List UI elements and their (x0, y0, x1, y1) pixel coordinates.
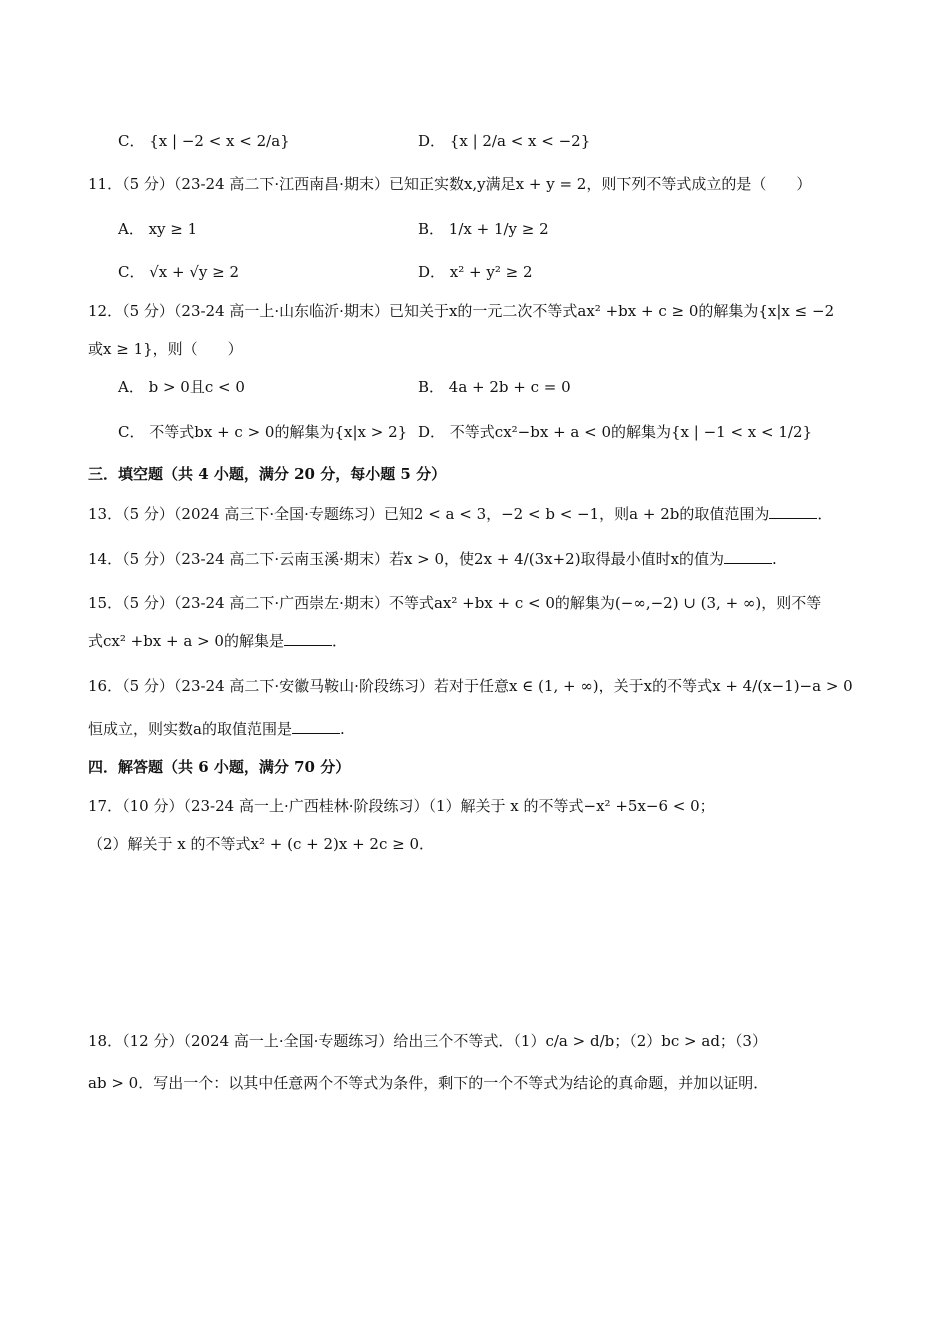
q11-option-c: C． √x + √y ≥ 2 (118, 263, 240, 281)
q11-option-d: D． x² + y² ≥ 2 (418, 263, 533, 281)
section-3-heading: 三．填空题（共 4 小题，满分 20 分，每小题 5 分） (88, 465, 447, 483)
q15-line2 (88, 630, 347, 652)
q10-option-c: C． {x | −2 < x < 2/a} (118, 132, 290, 150)
q12-option-b: B． 4a + 2b + c = 0 (418, 378, 571, 396)
q15-end: ． (331, 632, 347, 650)
answer-blank[interactable] (292, 719, 340, 734)
q10-option-d: D． {x | 2/a < x < −2} (418, 132, 591, 150)
q18-line2: ab > 0．写出一个：以其中任意两个不等式为条件，剩下的一个不等式为结论的真命题，并加以证明． (88, 1074, 769, 1092)
answer-blank[interactable] (284, 631, 332, 646)
q14-text: 14．（5 分）（23-24 高二下·云南玉溪·期末）若x > 0，使2x + 4/(3x+2)取得最小值时x的值为 (88, 550, 725, 568)
q12-option-a: A． b > 0且c < 0 (118, 378, 245, 396)
q13 (88, 503, 832, 525)
q12-option-c: C． 不等式bx + c > 0的解集为{x|x > 2} (118, 423, 408, 441)
section-4-heading: 四．解答题（共 6 小题，满分 70 分） (88, 758, 351, 776)
q14 (88, 548, 777, 570)
q12-option-d: D． 不等式cx²−bx + a < 0的解集为{x | −1 < x < 1/2} (418, 423, 813, 441)
q17-line1: 17．（10 分）（23-24 高一上·广西桂林·阶段练习）（1）解关于 x 的不等式−x² +5x−6 < 0； (88, 797, 715, 815)
q16-line2 (88, 718, 345, 740)
q15-text: 式cx² +bx + a > 0的解集是 (88, 632, 284, 650)
q15-line1: 15．（5 分）（23-24 高二下·广西崇左·期末）不等式ax² +bx + c < 0的解集为(−∞,−2) ∪ (3, + ∞)，则不等 (88, 594, 822, 612)
q18-line1: 18．（12 分）（2024 高一上·全国·专题练习）给出三个不等式．（1）c/a > d/b；（2）bc > ad；（3） (88, 1032, 767, 1050)
q11-option-a: A． xy ≥ 1 (118, 220, 198, 238)
q11-option-b: B． 1/x + 1/y ≥ 2 (418, 220, 549, 238)
q12-stem-line2: 或x ≥ 1}，则（ ） (88, 340, 243, 358)
q14-end: . (772, 550, 777, 568)
q16-text: 恒成立，则实数a的取值范围是 (88, 720, 292, 738)
q16-end: . (339, 720, 345, 738)
q17-line2: （2）解关于 x 的不等式x² + (c + 2)x + 2c ≥ 0． (88, 835, 435, 853)
q13-end: ． (817, 505, 833, 523)
q13-text: 13．（5 分）（2024 高三下·全国·专题练习）已知2 < a < 3，−2 < b < −1，则a + 2b的取值范围为 (88, 505, 770, 523)
answer-blank[interactable] (769, 504, 817, 519)
q12-stem-line1: 12．（5 分）（23-24 高一上·山东临沂·期末）已知关于x的一元二次不等式ax² +bx + c ≥ 0的解集为{x|x ≤ −2 (88, 302, 835, 320)
answer-blank[interactable] (724, 549, 772, 564)
q16-line1: 16．（5 分）（23-24 高二下·安徽马鞍山·阶段练习）若对于任意x ∈ (1, + ∞)，关于x的不等式x + 4/(x−1)−a > 0 (88, 677, 853, 695)
q11-stem: 11．（5 分）（23-24 高二下·江西南昌·期末）已知正实数x,y满足x + y = 2，则下列不等式成立的是（ ） (88, 175, 812, 193)
